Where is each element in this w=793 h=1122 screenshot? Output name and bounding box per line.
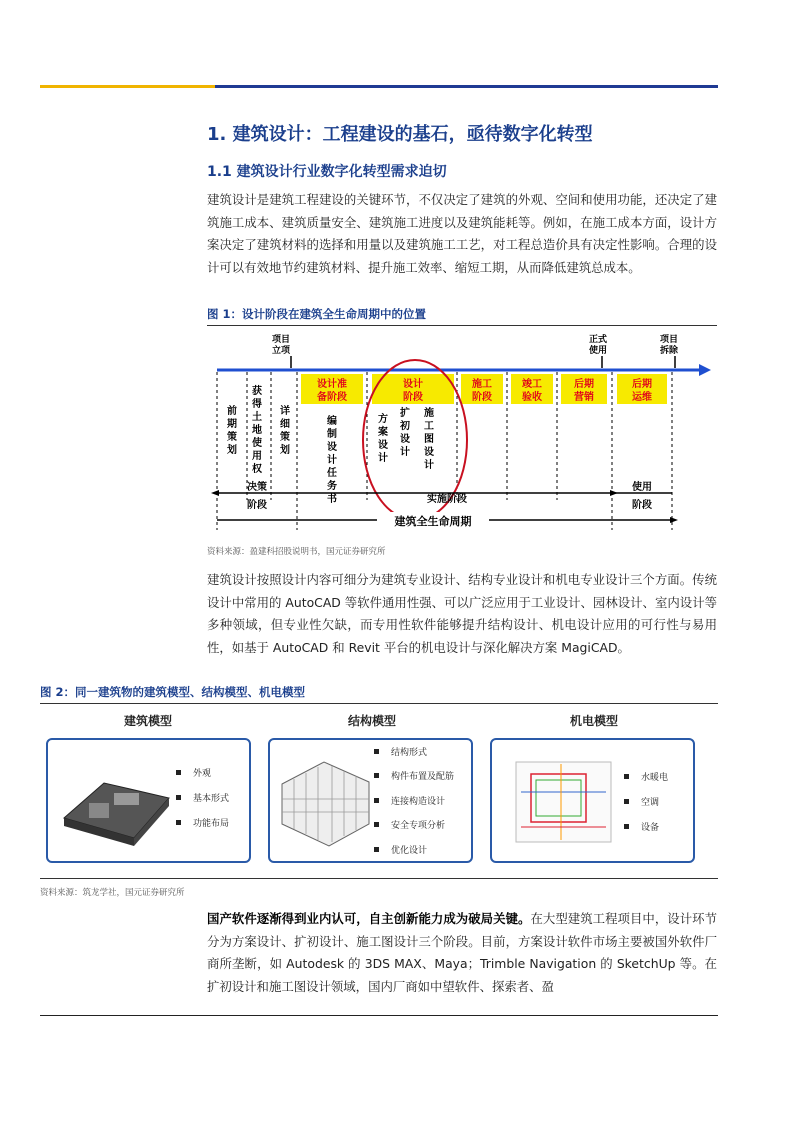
bullet: 安全专项分析 — [391, 821, 446, 832]
phase-label-0: 设计准 — [317, 379, 347, 390]
milestone-demolish: 项目 — [659, 335, 679, 345]
structure-model-image — [274, 754, 374, 849]
bullet: 设备 — [641, 823, 660, 833]
design-item-1: 扩初设计 — [400, 408, 410, 458]
decision-item-1: 获得土地使用权 — [252, 386, 262, 475]
prep-item: 编制设计任务书 — [327, 416, 337, 505]
phase-label-5-b: 运维 — [632, 392, 652, 403]
figure-2-source: 资料来源：筑龙学社，国元证券研究所 — [40, 888, 185, 898]
paragraph-3 — [207, 908, 717, 998]
milestone-start: 项目 — [271, 335, 291, 345]
architecture-bullets — [176, 760, 229, 835]
bullet: 外观 — [193, 769, 212, 779]
panel-title-mep: 机电模型 — [570, 714, 619, 728]
structure-bullets — [374, 739, 454, 862]
label-use-2: 阶段 — [632, 500, 652, 511]
subsection-heading: 1.1 建筑设计行业数字化转型需求迫切 — [207, 164, 447, 180]
figure-1-title: 图 1：设计阶段在建筑全生命周期中的位置 — [207, 306, 717, 326]
mep-model-image — [506, 752, 621, 852]
label-impl: 实施阶段 — [427, 494, 467, 505]
label-lifecycle: 建筑全生命周期 — [394, 515, 472, 528]
phase-label-4-b: 营销 — [574, 392, 594, 403]
phase-label-1-b: 阶段 — [403, 392, 423, 403]
label-decision: 决策 — [247, 482, 267, 493]
design-item-0: 方案设计 — [378, 414, 388, 464]
mep-bullets — [624, 764, 668, 839]
panel-architecture-model — [46, 738, 251, 863]
paragraph-3-body: 在大型建筑工程项目中，设计环节分为方案设计、扩初设计、施工图设计三个阶段。目前，方案设计软件市场主要被国外软件厂商所垄断，如 Autodesk 的 3DS MAX、Maya；Trimble Navigation 的 SketchUp 等。在扩初设计和施工图设计领域，国内厂商如中望软件、探索者、盈 — [207, 911, 718, 994]
milestone-start-2: 立项 — [271, 346, 291, 356]
bullet: 水暖电 — [641, 773, 669, 783]
phase-label-3: 竣工 — [522, 379, 542, 390]
paragraph-3-lead: 国产软件逐渐得到业内认可，自主创新能力成为破局关键。 — [207, 911, 531, 926]
bullet: 基本形式 — [193, 794, 230, 804]
panel-title-structure: 结构模型 — [348, 714, 397, 728]
bullet: 功能布局 — [193, 819, 230, 829]
label-use: 使用 — [632, 482, 652, 493]
phase-label-4: 后期 — [574, 379, 594, 390]
bullet: 优化设计 — [391, 845, 428, 856]
header-accent-gold — [40, 85, 215, 88]
phase-label-2-b: 阶段 — [472, 392, 492, 403]
milestone-demolish-2: 拆除 — [659, 346, 679, 356]
figure-1-source: 资料来源：盈建科招股说明书，国元证券研究所 — [207, 547, 386, 557]
design-item-2: 施工图设计 — [424, 408, 434, 471]
paragraph-1: 建筑设计是建筑工程建设的关键环节，不仅决定了建筑的外观、空间和使用功能，还决定了建筑施工成本、建筑质量安全、建筑施工进度以及建筑能耗等。例如，在施工成本方面，设计方案决定了建筑材料的选择和用量以及建筑施工工艺，对工程总造价具有决定性影响。合理的设计可以有效地节约建筑材料、提升施工效率、缩短工期，从而降低建筑总成本。 — [207, 192, 717, 275]
milestone-use: 正式 — [588, 335, 608, 345]
header-accent-navy — [215, 85, 718, 88]
architecture-model-image — [54, 758, 174, 848]
decision-item-2: 详细策划 — [280, 406, 290, 456]
panel-mep-model — [490, 738, 695, 863]
section-heading: 1. 建筑设计：工程建设的基石，亟待数字化转型 — [207, 124, 593, 145]
phase-label-3-b: 验收 — [522, 392, 542, 403]
label-decision-2: 阶段 — [247, 500, 267, 511]
bullet: 连接构造设计 — [391, 796, 446, 807]
phase-label-0-b: 备阶段 — [317, 392, 347, 403]
phase-label-1: 设计 — [403, 379, 423, 390]
paragraph-2: 建筑设计按照设计内容可细分为建筑专业设计、结构专业设计和机电专业设计三个方面。传统设计中常用的 AutoCAD 等软件通用性强、可以广泛应用于工业设计、园林设计、室内设计等多种领域，但专业性欠缺，而专用性软件能够提升结构设计、机电设计应用的可行性与易用性，如基于 AutoCAD 和 Revit 平台的机电设计与深化解决方案 MagiCAD。 — [207, 572, 717, 655]
decision-item-0: 前期策划 — [227, 406, 237, 456]
bullet: 结构形式 — [391, 747, 428, 758]
phase-label-5: 后期 — [632, 379, 652, 390]
figure-2-title: 图 2：同一建筑物的建筑模型、结构模型、机电模型 — [40, 684, 718, 704]
lifecycle-diagram — [207, 330, 717, 540]
bullet: 空调 — [641, 798, 660, 808]
milestone-use-2: 使用 — [588, 346, 608, 356]
footer-rule — [40, 1015, 718, 1016]
bullet: 构件布置及配筋 — [391, 772, 455, 783]
figure-2-bottom-rule — [40, 878, 718, 879]
panel-title-architecture: 建筑模型 — [124, 714, 173, 728]
phase-label-2: 施工 — [472, 379, 492, 390]
panel-structure-model — [268, 738, 473, 863]
